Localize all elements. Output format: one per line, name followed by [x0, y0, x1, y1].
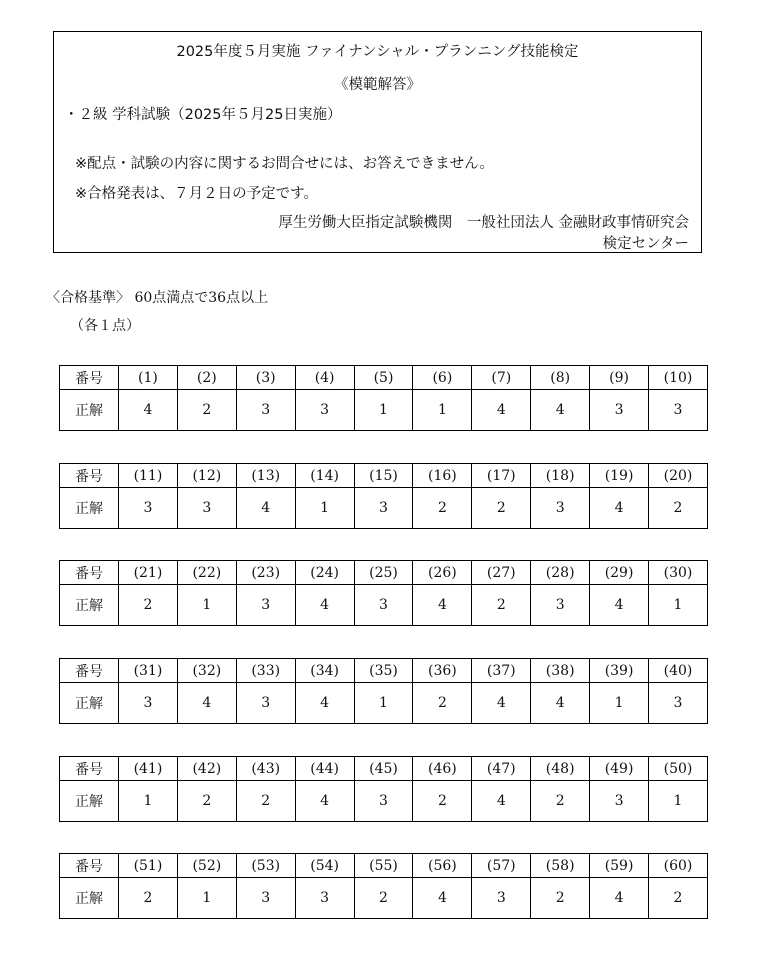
question-number-cell: (45): [354, 757, 413, 781]
question-number-cell: (24): [295, 561, 354, 585]
question-number-cell: (47): [472, 757, 531, 781]
question-number-cell: (10): [649, 366, 708, 390]
answer-cell: 4: [295, 683, 354, 724]
center-name: 検定センター: [602, 236, 689, 252]
answer-cell: 2: [413, 683, 472, 724]
question-number-cell: (28): [531, 561, 590, 585]
answer-cell: 1: [119, 781, 178, 822]
answer-cell: 3: [236, 390, 295, 431]
number-label-cell: 番号: [60, 854, 119, 878]
answer-cell: 2: [472, 585, 531, 626]
answer-label-cell: 正解: [60, 781, 119, 822]
answer-cell: 3: [236, 585, 295, 626]
question-number-cell: (49): [590, 757, 649, 781]
answer-cell: 4: [472, 390, 531, 431]
answer-cell: 3: [531, 488, 590, 529]
correct-answer-row: [60, 585, 708, 626]
answer-cell: 4: [295, 585, 354, 626]
question-number-cell: (43): [236, 757, 295, 781]
answer-cell: 3: [649, 683, 708, 724]
answer-cell: 2: [177, 390, 236, 431]
answer-cell: 4: [413, 585, 472, 626]
question-number-cell: (39): [590, 659, 649, 683]
question-number-cell: (8): [531, 366, 590, 390]
answer-cell: 2: [177, 781, 236, 822]
answer-table: [59, 756, 708, 822]
question-number-cell: (55): [354, 854, 413, 878]
question-number-row: [60, 464, 708, 488]
question-number-cell: (5): [354, 366, 413, 390]
answer-table: [59, 365, 708, 431]
question-number-cell: (33): [236, 659, 295, 683]
question-number-cell: (58): [531, 854, 590, 878]
answer-cell: 2: [649, 488, 708, 529]
question-number-cell: (21): [119, 561, 178, 585]
answer-cell: 4: [590, 878, 649, 919]
question-number-cell: (27): [472, 561, 531, 585]
answer-table: [59, 658, 708, 724]
question-number-cell: (26): [413, 561, 472, 585]
answer-cell: 1: [590, 683, 649, 724]
question-number-cell: (42): [177, 757, 236, 781]
question-number-cell: (22): [177, 561, 236, 585]
announcement-note: ※合格発表は、７月２日の予定です。: [75, 186, 318, 202]
answer-cell: 3: [177, 488, 236, 529]
question-number-cell: (6): [413, 366, 472, 390]
question-number-cell: (60): [649, 854, 708, 878]
model-answer-title: 《模範解答》: [334, 77, 421, 93]
question-number-cell: (40): [649, 659, 708, 683]
question-number-cell: (25): [354, 561, 413, 585]
number-label-cell: 番号: [60, 757, 119, 781]
answer-cell: 4: [531, 683, 590, 724]
answer-cell: 1: [177, 585, 236, 626]
question-number-cell: (59): [590, 854, 649, 878]
organization-name: 厚生労働大臣指定試験機関 一般社団法人 金融財政事情研究会: [278, 215, 689, 231]
answer-table: [59, 463, 708, 529]
question-number-cell: (32): [177, 659, 236, 683]
answer-cell: 3: [236, 683, 295, 724]
answer-cell: 3: [531, 585, 590, 626]
question-number-cell: (1): [119, 366, 178, 390]
answer-cell: 3: [649, 390, 708, 431]
answer-cell: 1: [295, 488, 354, 529]
answer-cell: 2: [649, 878, 708, 919]
question-number-cell: (3): [236, 366, 295, 390]
answer-cell: 3: [590, 390, 649, 431]
answer-cell: 3: [119, 683, 178, 724]
question-number-cell: (7): [472, 366, 531, 390]
question-number-cell: (30): [649, 561, 708, 585]
answer-table: [59, 853, 708, 919]
answer-cell: 2: [119, 878, 178, 919]
question-number-cell: (53): [236, 854, 295, 878]
number-label-cell: 番号: [60, 659, 119, 683]
answer-cell: 2: [119, 585, 178, 626]
inquiry-note: ※配点・試験の内容に関するお問合せには、お答えできません。: [75, 156, 495, 172]
answer-label-cell: 正解: [60, 878, 119, 919]
answer-cell: 3: [295, 878, 354, 919]
question-number-cell: (34): [295, 659, 354, 683]
answer-cell: 4: [472, 781, 531, 822]
answer-cell: 1: [649, 781, 708, 822]
question-number-row: [60, 757, 708, 781]
question-number-cell: (38): [531, 659, 590, 683]
answer-cell: 2: [413, 488, 472, 529]
correct-answer-row: [60, 878, 708, 919]
question-number-row: [60, 854, 708, 878]
question-number-cell: (17): [472, 464, 531, 488]
question-number-cell: (46): [413, 757, 472, 781]
question-number-cell: (41): [119, 757, 178, 781]
question-number-cell: (11): [119, 464, 178, 488]
answer-cell: 1: [354, 390, 413, 431]
header-box: [53, 31, 702, 253]
question-number-row: [60, 659, 708, 683]
exam-info: ・２級 学科試験（2025年５月25日実施）: [64, 107, 342, 123]
answer-cell: 4: [531, 390, 590, 431]
answer-cell: 1: [649, 585, 708, 626]
answer-cell: 3: [354, 488, 413, 529]
question-number-cell: (23): [236, 561, 295, 585]
answer-table: [59, 560, 708, 626]
points-per-question: （各１点）: [70, 318, 140, 334]
question-number-cell: (31): [119, 659, 178, 683]
answer-cell: 2: [472, 488, 531, 529]
question-number-cell: (51): [119, 854, 178, 878]
question-number-cell: (9): [590, 366, 649, 390]
answer-cell: 2: [236, 781, 295, 822]
answer-cell: 4: [295, 781, 354, 822]
question-number-cell: (18): [531, 464, 590, 488]
question-number-cell: (54): [295, 854, 354, 878]
question-number-cell: (36): [413, 659, 472, 683]
question-number-cell: (52): [177, 854, 236, 878]
question-number-cell: (20): [649, 464, 708, 488]
answer-cell: 2: [531, 878, 590, 919]
answer-cell: 3: [472, 878, 531, 919]
correct-answer-row: [60, 488, 708, 529]
answer-cell: 3: [354, 585, 413, 626]
exam-title: 2025年度５月実施 ファイナンシャル・プランニング技能検定: [176, 44, 579, 60]
answer-cell: 1: [177, 878, 236, 919]
question-number-cell: (29): [590, 561, 649, 585]
answer-cell: 1: [354, 683, 413, 724]
question-number-cell: (2): [177, 366, 236, 390]
number-label-cell: 番号: [60, 464, 119, 488]
question-number-cell: (13): [236, 464, 295, 488]
answer-cell: 4: [119, 390, 178, 431]
question-number-cell: (14): [295, 464, 354, 488]
question-number-cell: (15): [354, 464, 413, 488]
correct-answer-row: [60, 781, 708, 822]
correct-answer-row: [60, 683, 708, 724]
question-number-row: [60, 366, 708, 390]
answer-cell: 2: [531, 781, 590, 822]
question-number-cell: (12): [177, 464, 236, 488]
question-number-cell: (4): [295, 366, 354, 390]
answer-label-cell: 正解: [60, 683, 119, 724]
answer-cell: 3: [590, 781, 649, 822]
answer-cell: 3: [236, 878, 295, 919]
question-number-cell: (16): [413, 464, 472, 488]
correct-answer-row: [60, 390, 708, 431]
question-number-cell: (19): [590, 464, 649, 488]
number-label-cell: 番号: [60, 561, 119, 585]
question-number-cell: (35): [354, 659, 413, 683]
answer-label-cell: 正解: [60, 390, 119, 431]
passing-criteria: 〈合格基準〉 60点満点で36点以上: [46, 290, 269, 306]
question-number-cell: (57): [472, 854, 531, 878]
answer-label-cell: 正解: [60, 488, 119, 529]
question-number-cell: (44): [295, 757, 354, 781]
answer-cell: 3: [295, 390, 354, 431]
answer-cell: 2: [413, 781, 472, 822]
question-number-cell: (56): [413, 854, 472, 878]
answer-cell: 3: [119, 488, 178, 529]
question-number-cell: (50): [649, 757, 708, 781]
answer-cell: 4: [590, 585, 649, 626]
answer-cell: 1: [413, 390, 472, 431]
question-number-cell: (37): [472, 659, 531, 683]
answer-cell: 4: [413, 878, 472, 919]
answer-label-cell: 正解: [60, 585, 119, 626]
question-number-cell: (48): [531, 757, 590, 781]
answer-cell: 4: [236, 488, 295, 529]
answer-cell: 3: [354, 781, 413, 822]
answer-cell: 4: [472, 683, 531, 724]
answer-cell: 2: [354, 878, 413, 919]
number-label-cell: 番号: [60, 366, 119, 390]
answer-cell: 4: [177, 683, 236, 724]
question-number-row: [60, 561, 708, 585]
answer-cell: 4: [590, 488, 649, 529]
